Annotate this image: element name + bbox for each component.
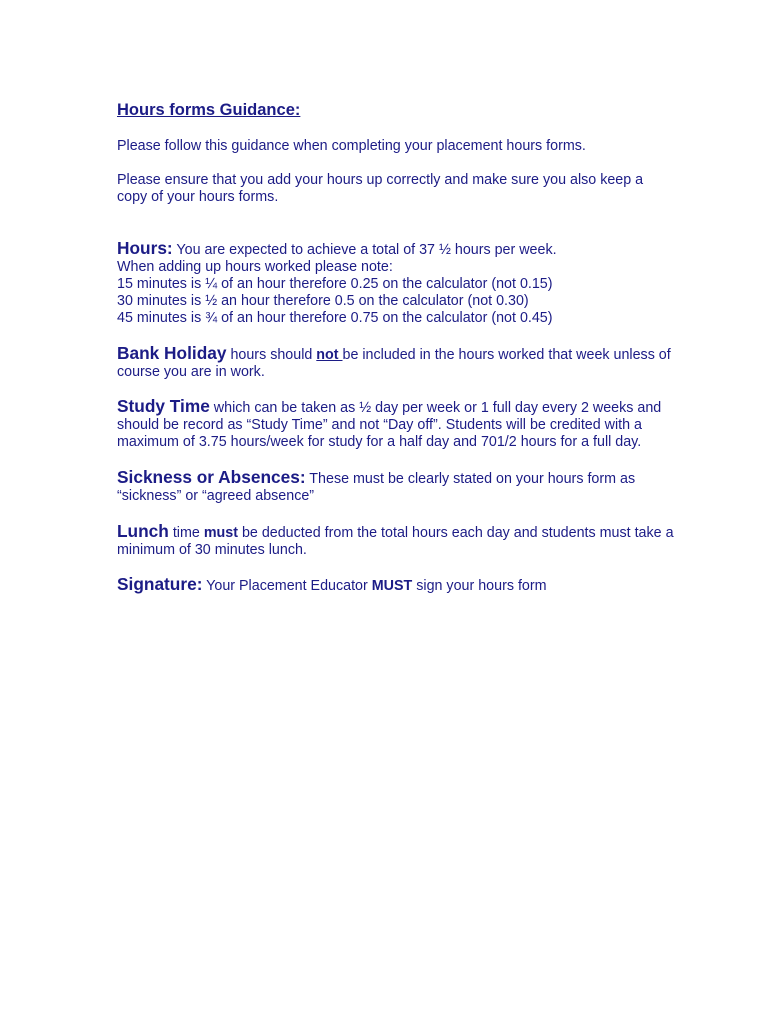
sickness-section — [117, 469, 677, 505]
signature-label: Signature: — [117, 574, 203, 594]
signature-text-after: sign your hours form — [412, 578, 547, 594]
lunch-section — [117, 523, 677, 559]
hours-item: 45 minutes is ¾ of an hour therefore 0.75 on the calculator (not 0.45) — [117, 310, 553, 326]
study-time-label: Study Time — [117, 396, 210, 416]
hours-section — [117, 240, 677, 327]
lunch-emphasis: must — [203, 525, 238, 541]
document-title: Hours forms Guidance: — [117, 101, 301, 119]
sickness-text: These must be clearly stated on your hours form as “sickness” or “agreed absence” — [117, 471, 636, 504]
sickness-label: Sickness or Absences: — [117, 467, 306, 487]
bank-holiday-label: Bank Holiday — [117, 343, 227, 363]
hours-item: 30 minutes is ½ an hour therefore 0.5 on the calculator (not 0.30) — [117, 293, 529, 309]
study-time-text: which can be taken as ½ day per week or 1 full day every 2 weeks and should be record as “Study Time” and not “Day off”. Students will be credited with a maximum of 3.75 hours/week for study for a half day and 701/2 hours for a full day. — [117, 400, 662, 450]
intro-paragraph-1: Please follow this guidance when completing your placement hours forms. — [117, 138, 586, 154]
signature-emphasis: MUST — [371, 578, 413, 594]
lunch-text-after: be deducted from the total hours each day and students must take a minimum of 30 minutes lunch. — [117, 525, 674, 558]
study-time-section — [117, 398, 677, 451]
lunch-label: Lunch — [117, 521, 169, 541]
signature-text-before: Your Placement Educator — [202, 578, 372, 594]
signature-section — [117, 576, 677, 595]
bank-holiday-text-before: hours should — [226, 347, 317, 363]
guidance-document — [117, 98, 677, 595]
bank-holiday-section — [117, 345, 677, 381]
hours-item: 15 minutes is ¼ of an hour therefore 0.25 on the calculator (not 0.15) — [117, 276, 553, 292]
hours-text: You are expected to achieve a total of 37 ½ hours per week. — [172, 242, 557, 258]
bank-holiday-emphasis: not — [316, 347, 343, 363]
lunch-text-before: time — [168, 525, 204, 541]
intro-paragraph-2: Please ensure that you add your hours up correctly and make sure you also keep a copy of your hours forms. — [117, 172, 644, 205]
bank-holiday-text-after: be included in the hours worked that week unless of course you are in work. — [117, 347, 671, 380]
hours-note: When adding up hours worked please note: — [117, 259, 393, 275]
hours-label: Hours: — [117, 238, 173, 258]
